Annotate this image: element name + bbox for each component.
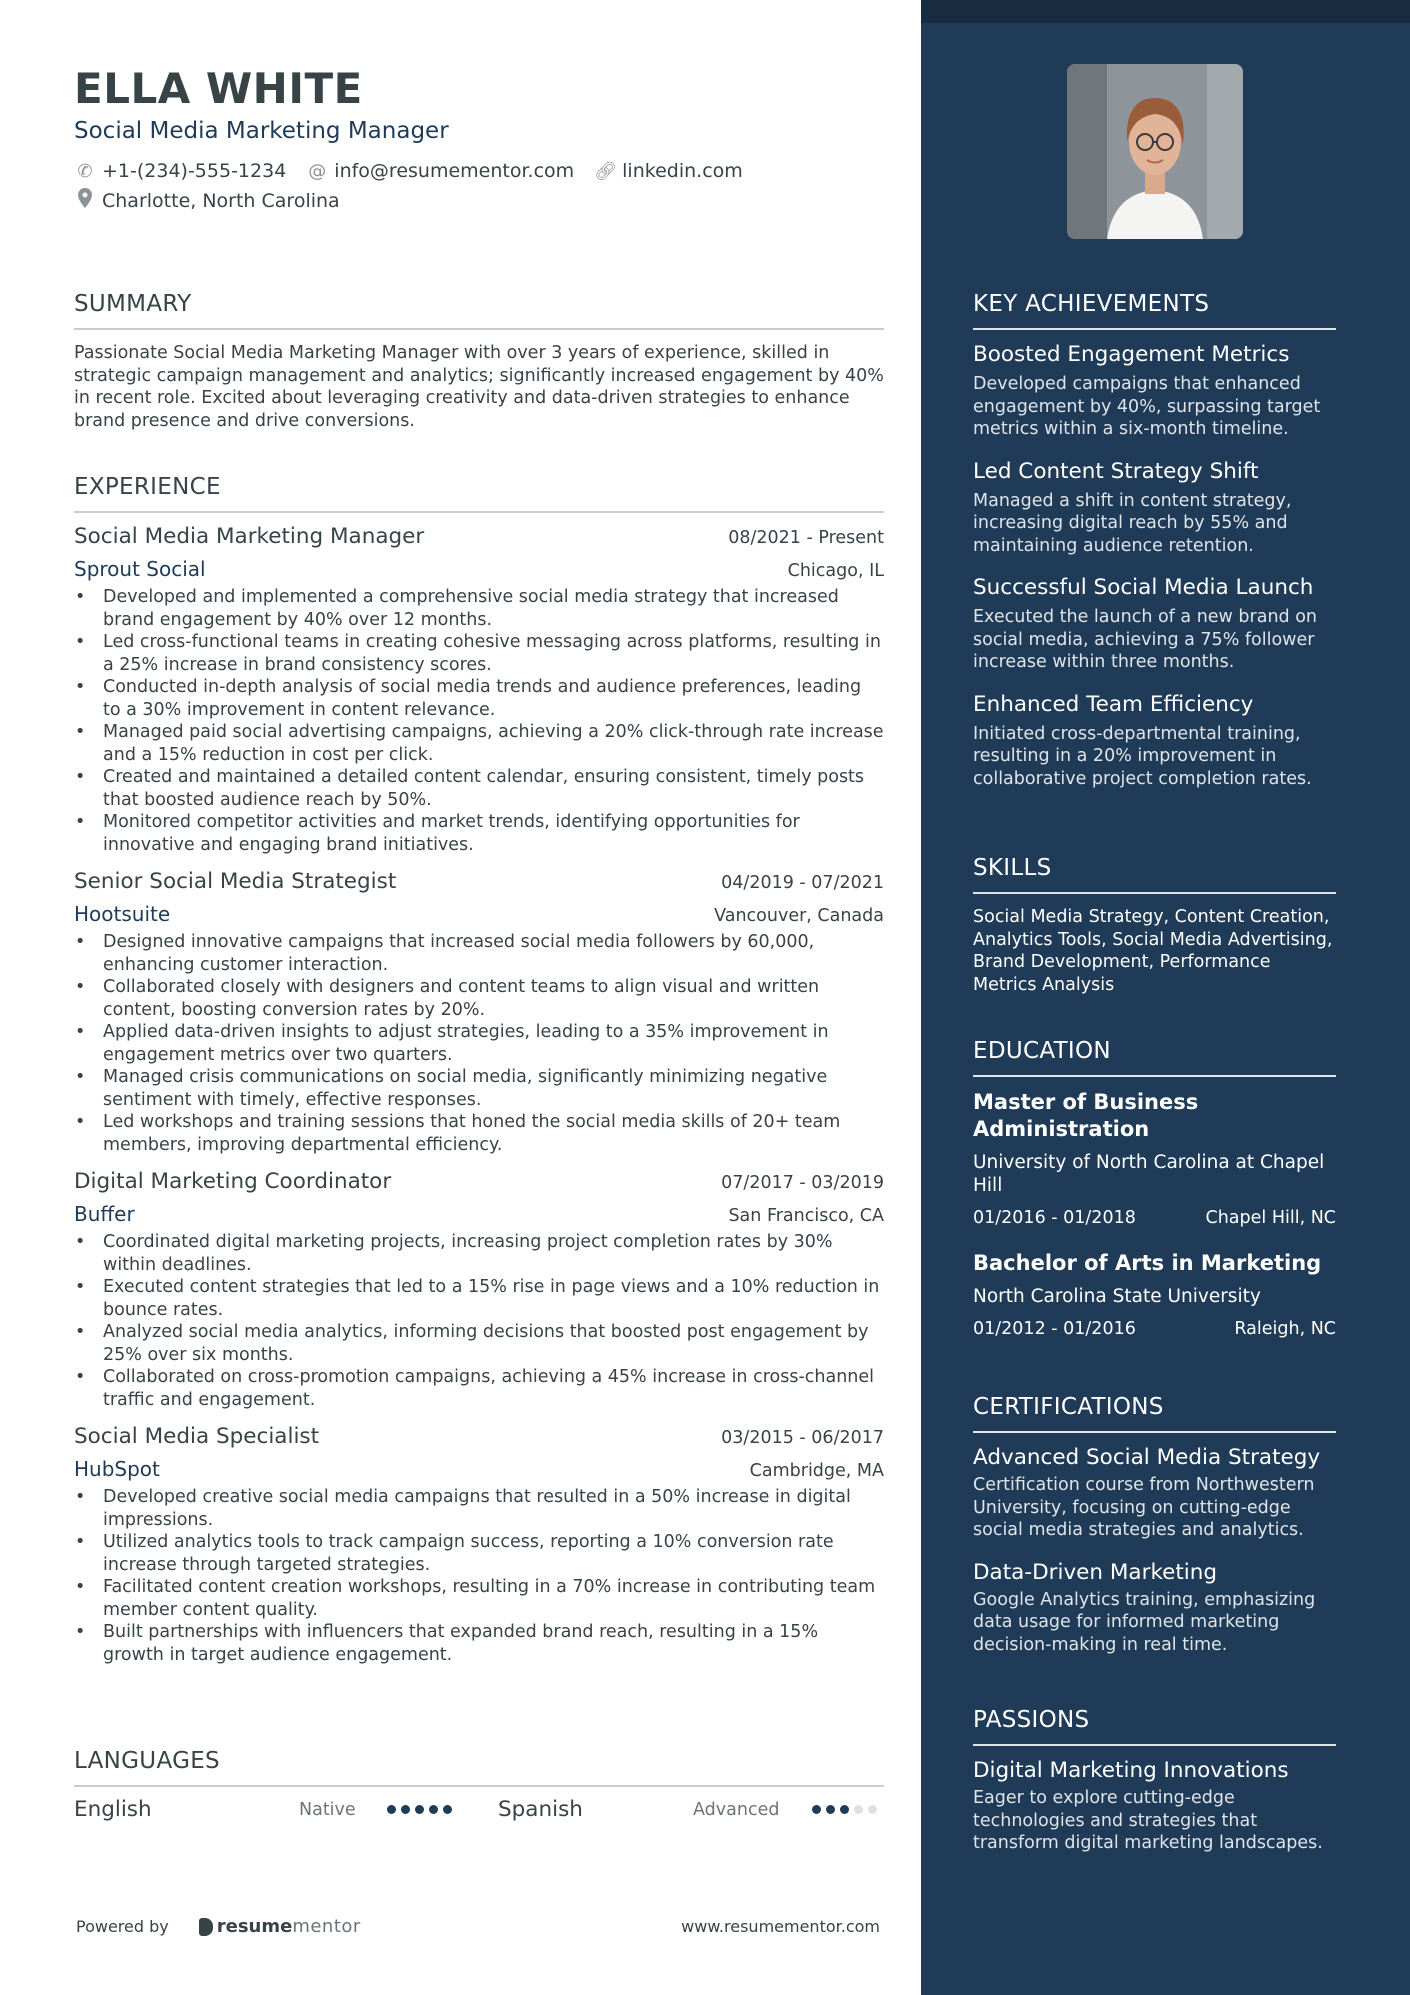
bullet-item: • Applied data-driven insights to adjust strategies, leading to a 35% improvement in engagement metrics over two quarters. (74, 1021, 884, 1066)
bullet-item: • Collaborated on cross-promotion campaigns, achieving a 45% increase in cross-channel traffic and engagement. (74, 1366, 884, 1411)
job-bullets (74, 1486, 884, 1666)
job-company: Hootsuite (74, 902, 171, 926)
experience-section (74, 474, 884, 1666)
skills-text: Social Media Strategy, Content Creation, Analytics Tools, Social Media Advertising, Brand Development, Performance Metrics Analysis (973, 907, 1333, 995)
job-entry (74, 1424, 884, 1666)
languages-heading: LANGUAGES (74, 1748, 884, 1787)
certification-title: Data-Driven Marketing (973, 1559, 1218, 1585)
achievement-item (973, 575, 1336, 674)
education-item (973, 1250, 1336, 1339)
phone-icon: ✆ (77, 160, 93, 182)
bullet-item: • Coordinated digital marketing projects, increasing project completion rates by 30% within deadlines. (74, 1231, 884, 1276)
certification-desc: Certification course from Northwestern University, focusing on cutting-edge social media strategies and analytics. (973, 1475, 1315, 1540)
location-pin-icon (74, 188, 96, 213)
skills-heading: SKILLS (973, 855, 1336, 894)
sidebar-top-band (921, 0, 1410, 23)
bullet-item: • Developed creative social media campaigns that resulted in a 50% increase in digital impressions. (74, 1486, 884, 1531)
job-title: Senior Social Media Strategist (74, 869, 397, 894)
bullet-item: • Developed and implemented a comprehensive social media strategy that increased brand engagement by 40% over 12 months. (74, 586, 884, 631)
job-entry (74, 524, 884, 856)
skills-section (973, 855, 1336, 996)
summary-section (74, 291, 884, 432)
bullet-item: • Conducted in-depth analysis of social media trends and audience preferences, leading to a 30% improvement in content relevance. (74, 676, 884, 721)
job-location: Vancouver, Canada (714, 906, 884, 926)
candidate-title: Social Media Marketing Manager (74, 118, 449, 144)
bullet-item: • Monitored competitor activities and market trends, identifying opportunities for innovative and engaging brand initiatives. (74, 811, 884, 856)
email-contact[interactable] (306, 160, 574, 182)
education-dates: 01/2012 - 01/2016 (973, 1319, 1136, 1339)
achievement-item (973, 342, 1336, 441)
achievement-title: Boosted Engagement Metrics (973, 342, 1290, 367)
passions-section (973, 1707, 1336, 1855)
job-dates: 03/2015 - 06/2017 (721, 1428, 884, 1448)
passion-title: Digital Marketing Innovations (973, 1758, 1289, 1783)
experience-heading: EXPERIENCE (74, 474, 884, 513)
footer (76, 1916, 880, 1937)
certification-desc: Google Analytics training, emphasizing data usage for informed marketing decision-making in real time. (973, 1589, 1316, 1655)
achievement-item (973, 459, 1336, 558)
profile-photo (1067, 64, 1243, 239)
bullet-item: • Led cross-functional teams in creating cohesive messaging across platforms, resulting in a 25% increase in brand consistency scores. (74, 631, 884, 676)
rating-dot-filled (429, 1805, 438, 1814)
job-location: Chicago, IL (787, 561, 884, 581)
certification-item (973, 1560, 1336, 1657)
location-contact (74, 188, 340, 213)
logo-text-bold: resume (216, 1916, 293, 1937)
bullet-item: • Designed innovative campaigns that increased social media followers by 60,000, enhancing customer interaction. (74, 931, 884, 976)
rating-dot-empty (868, 1805, 877, 1814)
language-rating (812, 1805, 877, 1814)
achievement-title: Enhanced Team Efficiency (973, 691, 1254, 717)
rating-dot-filled (401, 1805, 410, 1814)
job-bullets (74, 931, 884, 1156)
education-school: North Carolina State University (973, 1286, 1261, 1307)
rating-dot-filled (387, 1805, 396, 1814)
bullet-item: • Analyzed social media analytics, informing decisions that boosted post engagement by 25% over six months. (74, 1321, 884, 1366)
summary-heading: SUMMARY (74, 291, 884, 330)
passion-item (973, 1758, 1336, 1855)
job-dates: 07/2017 - 03/2019 (721, 1173, 884, 1193)
rating-dot-empty (854, 1805, 863, 1814)
job-dates: 08/2021 - Present (728, 528, 884, 548)
certification-item (973, 1445, 1336, 1542)
language-level: Native (299, 1799, 356, 1820)
achievement-desc: Developed campaigns that enhanced engagement by 40%, surpassing target metrics within a six-month timeline. (973, 374, 1321, 439)
candidate-name: ELLA WHITE (74, 64, 363, 113)
education-item (973, 1089, 1336, 1228)
education-section (973, 1038, 1336, 1339)
job-company: HubSpot (74, 1457, 160, 1481)
bullet-item: • Collaborated closely with designers and content teams to align visual and written content, boosting conversion rates by 20%. (74, 976, 884, 1021)
certifications-heading: CERTIFICATIONS (973, 1394, 1336, 1433)
achievements-section (973, 291, 1336, 790)
achievement-desc: Managed a shift in content strategy, increasing digital reach by 55% and maintaining audience retention. (973, 490, 1292, 556)
bullet-item: • Created and maintained a detailed content calendar, ensuring consistent, timely posts that boosted audience reach by 50%. (74, 766, 884, 811)
education-degree: Master of Business Administration (973, 1090, 1199, 1141)
job-entry (74, 1169, 884, 1411)
link-icon: 🔗︎ (594, 160, 618, 182)
education-school: University of North Carolina at Chapel Hill (973, 1152, 1325, 1196)
languages-section (74, 1748, 884, 1822)
education-location: Raleigh, NC (1234, 1319, 1336, 1339)
rating-dot-filled (840, 1805, 849, 1814)
rating-dot-filled (826, 1805, 835, 1814)
rating-dot-filled (812, 1805, 821, 1814)
achievement-item (973, 692, 1336, 791)
job-company: Sprout Social (74, 557, 206, 581)
phone-contact (74, 160, 286, 182)
linkedin-text[interactable]: linkedin.com (622, 160, 743, 182)
languages-row (74, 1797, 884, 1822)
achievement-title: Successful Social Media Launch (973, 575, 1314, 600)
logo-mark-icon (199, 1918, 213, 1936)
language-name: Spanish (498, 1797, 583, 1822)
rating-dot-filled (443, 1805, 452, 1814)
achievement-title: Led Content Strategy Shift (973, 458, 1259, 484)
rating-dot-filled (415, 1805, 424, 1814)
bullet-item: • Built partnerships with influencers that expanded brand reach, resulting in a 15% growth in target audience engagement. (74, 1621, 884, 1666)
phone-text: +1-(234)-555-1234 (102, 160, 287, 182)
job-title: Social Media Specialist (74, 1424, 320, 1449)
language-rating (387, 1805, 498, 1814)
education-location: Chapel Hill, NC (1205, 1208, 1336, 1228)
email-text[interactable]: info@resumementor.com (334, 160, 575, 182)
job-bullets (74, 1231, 884, 1411)
summary-text: Passionate Social Media Marketing Manager with over 3 years of experience, skilled in strategic campaign management and analytics; significantly increased engagement by 40% in recent role. Excited about leveraging creativity and data-driven strategies to enhance brand presence and drive conversions. (74, 343, 884, 431)
contact-row (74, 160, 743, 182)
powered-by-text: Powered by (76, 1917, 169, 1936)
linkedin-contact[interactable] (594, 160, 743, 182)
passion-desc: Eager to explore cutting-edge technologies and strategies that transform digital marketing landscapes. (973, 1788, 1323, 1853)
bullet-item: • Executed content strategies that led to a 15% rise in page views and a 10% reduction in bounce rates. (74, 1276, 884, 1321)
certifications-section (973, 1394, 1336, 1656)
bullet-item: • Managed crisis communications on social media, significantly minimizing negative sentiment with timely, effective responses. (74, 1066, 884, 1111)
job-location: San Francisco, CA (728, 1206, 884, 1226)
job-company: Buffer (74, 1202, 135, 1226)
education-degree: Bachelor of Arts in Marketing (973, 1251, 1322, 1275)
job-entry (74, 869, 884, 1156)
job-dates: 04/2019 - 07/2021 (721, 873, 884, 893)
bullet-item: • Managed paid social advertising campaigns, achieving a 20% click-through rate increase and a 15% reduction in cost per click. (74, 721, 884, 766)
at-icon: @ (308, 160, 327, 182)
language-level: Advanced (693, 1799, 780, 1820)
website-link[interactable]: www.resumementor.com (681, 1917, 880, 1936)
job-title: Social Media Marketing Manager (74, 524, 425, 549)
job-bullets (74, 586, 884, 856)
bullet-item: • Utilized analytics tools to track campaign success, reporting a 10% conversion rate increase through targeted strategies. (74, 1531, 884, 1576)
location-row (74, 188, 340, 213)
education-dates: 01/2016 - 01/2018 (973, 1208, 1136, 1228)
job-location: Cambridge, MA (749, 1461, 884, 1481)
bullet-item: • Led workshops and training sessions that honed the social media skills of 20+ team members, improving departmental efficiency. (74, 1111, 884, 1156)
achievement-desc: Executed the launch of a new brand on social media, achieving a 75% follower increase within three months. (973, 607, 1318, 672)
bullet-item: • Facilitated content creation workshops, resulting in a 70% increase in contributing team member content quality. (74, 1576, 884, 1621)
resumementor-logo[interactable] (199, 1916, 361, 1937)
certification-title: Advanced Social Media Strategy (973, 1445, 1321, 1470)
job-title: Digital Marketing Coordinator (74, 1169, 392, 1194)
education-heading: EDUCATION (973, 1038, 1336, 1077)
logo-text-light: mentor (292, 1916, 361, 1937)
language-name: English (74, 1797, 152, 1822)
achievement-desc: Initiated cross-departmental training, resulting in a 20% improvement in collaborative project completion rates. (973, 723, 1312, 789)
achievements-heading: KEY ACHIEVEMENTS (973, 291, 1336, 330)
passions-heading: PASSIONS (973, 1707, 1336, 1746)
location-text: Charlotte, North Carolina (102, 189, 340, 212)
